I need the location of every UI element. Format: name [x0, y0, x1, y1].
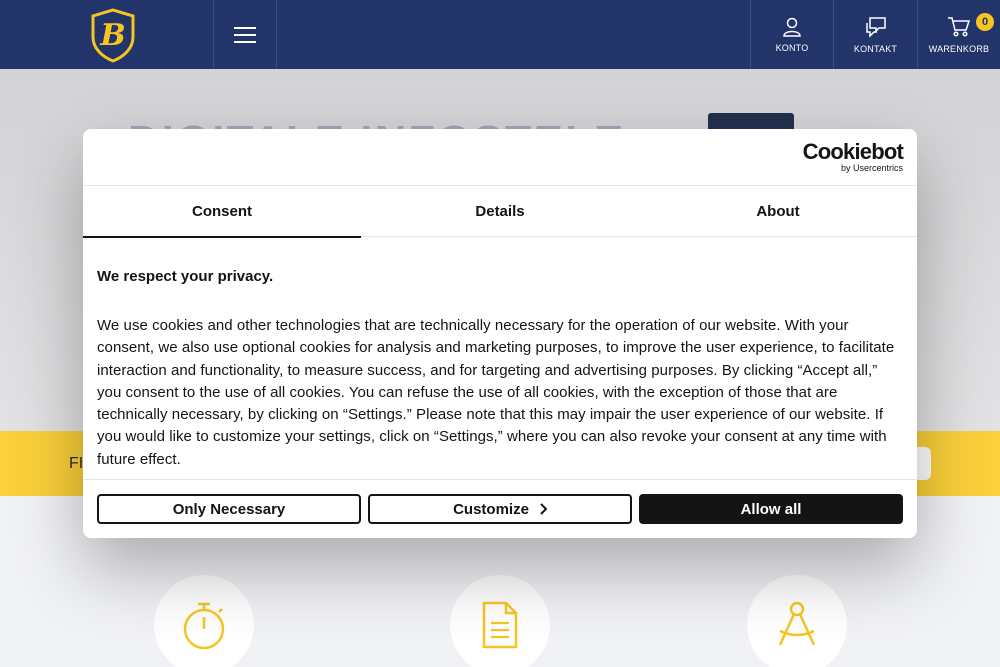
cart-count-badge: 0: [976, 13, 994, 31]
customize-label: Customize: [453, 500, 529, 518]
allow-all-button[interactable]: [639, 494, 903, 524]
hamburger-icon: [234, 27, 256, 43]
cookiebot-brand-sub: by Usercentrics: [840, 163, 903, 173]
stopwatch-icon: [180, 599, 228, 651]
cookiebot-brand: Cookiebot: [802, 139, 903, 164]
menu-button[interactable]: [213, 0, 277, 69]
compass-icon: [772, 599, 822, 651]
cookiebot-logo[interactable]: [803, 141, 903, 173]
customize-button[interactable]: [368, 494, 632, 524]
dialog-body: [97, 237, 905, 471]
cart-label: WARENKORB: [928, 43, 990, 54]
feature-circle-design: [747, 575, 847, 667]
document-icon: [480, 599, 520, 651]
svg-text:B: B: [100, 18, 126, 53]
allow-all-label: Allow all: [740, 500, 802, 518]
only-necessary-label: Only Necessary: [172, 500, 286, 518]
chat-icon: [864, 16, 888, 38]
only-necessary-button[interactable]: [97, 494, 361, 524]
dialog-tabs: [83, 186, 917, 237]
user-icon: [782, 17, 802, 37]
contact-link[interactable]: [833, 0, 917, 69]
cart-icon: [947, 16, 971, 38]
feature-circle-time: [154, 575, 254, 667]
chevron-right-icon: [539, 503, 547, 515]
tab-details[interactable]: Details: [475, 203, 525, 220]
tab-consent[interactable]: Consent: [83, 186, 361, 237]
dialog-header: [83, 129, 917, 186]
privacy-text: We use cookies and other technologies that are technically necessary for the operation of our website. With your consent, we also use optional cookies for analysis and marketing purposes, to improve the user experience, to facilitate interaction and functionality, to measure success, and for targeting and advertising purposes. By clicking “Accept all,” you consent to the use of all cookies. You can refuse the use of all cookies, with the exception of those that are technically necessary, by clicking on “Settings.” Please note that this may impair the user experience of our website. If you would like to customize your settings, click on “Settings,” where you can also revoke your consent at any time with future effect.: [97, 317, 895, 468]
band-text: FI: [69, 455, 84, 472]
cookie-consent-dialog: [83, 129, 917, 538]
account-label: KONTO: [775, 42, 809, 53]
cart-link[interactable]: [917, 0, 1000, 69]
site-header: [0, 0, 1000, 69]
brand-logo[interactable]: [87, 7, 139, 63]
tab-about[interactable]: About: [756, 203, 800, 220]
account-link[interactable]: [750, 0, 833, 69]
dialog-footer: [83, 479, 917, 538]
contact-label: KONTAKT: [853, 43, 898, 54]
feature-circle-document: [450, 575, 550, 667]
privacy-heading: We respect your privacy.: [97, 268, 274, 285]
